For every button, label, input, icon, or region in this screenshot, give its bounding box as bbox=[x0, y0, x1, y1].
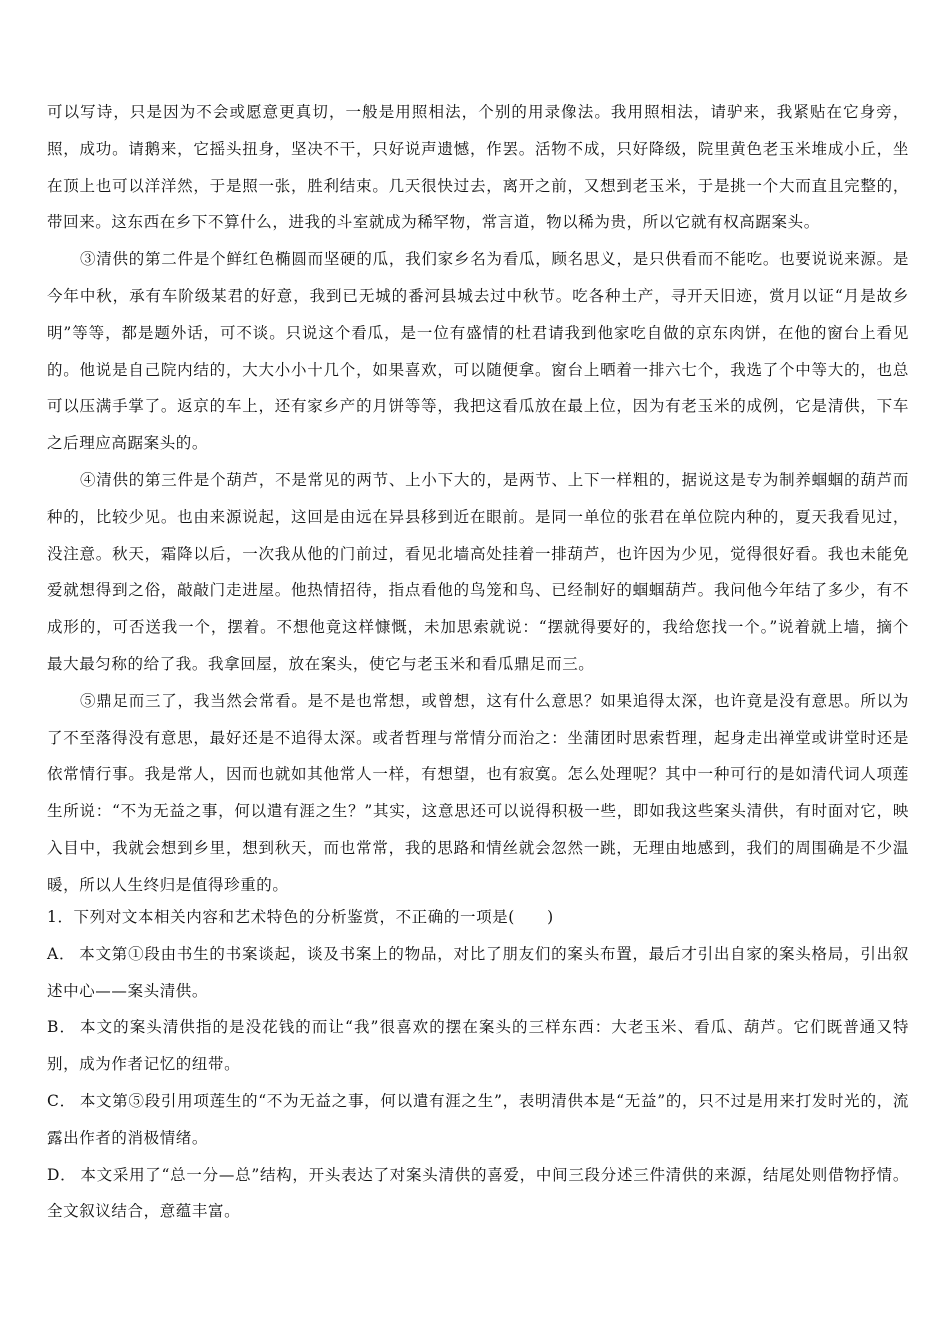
option-d[interactable] bbox=[47, 1157, 909, 1231]
option-label: B． bbox=[47, 1018, 77, 1037]
option-label: A． bbox=[47, 944, 76, 963]
option-label: C． bbox=[47, 1091, 76, 1110]
option-c[interactable] bbox=[47, 1083, 909, 1157]
question-stem: 1．下列对文本相关内容和艺术特色的分析鉴赏，不正确的一项是( ) bbox=[47, 908, 554, 926]
option-a[interactable] bbox=[47, 936, 909, 1010]
question-1 bbox=[47, 899, 909, 1230]
option-label: D． bbox=[47, 1165, 77, 1184]
option-text: 本文第⑤段引用项莲生的“不为无益之事，何以遣有涯之生”，表明清供本是“无益”的，只不过是用来打发时光的，流露出作者的消极情绪。 bbox=[47, 1091, 910, 1147]
option-b[interactable] bbox=[47, 1009, 909, 1083]
paragraph-3: ③清供的第二件是个鲜红色椭圆而坚硬的瓜，我们家乡名为看瓜，顾名思义，是只供看而不能吃。也要说说来源。是今年中秋，承有车阶级某君的好意，我到已无城的番河县城去过中秋节。吃各种土产，寻开天旧迹，赏月以证“月是故乡明”等等，都是题外话，可不谈。只说这个看瓜，是一位有盛情的杜君请我到他家吃自做的京东肉饼，在他的窗台上看见的。他说是自己院内结的，大大小小十几个，如果喜欢，可以随便拿。窗台上晒着一排六七个，我选了个中等大的，也总可以压满手掌了。返京的车上，还有家乡产的月饼等等，我把这看瓜放在最上位，因为有老玉米的成例，它是清供，下车之后理应高踞案头的。 bbox=[47, 250, 909, 453]
paragraph-5: ⑤鼎足而三了，我当然会常看。是不是也常想，或曾想，这有什么意思？如果追得太深，也许竟是没有意思。所以为了不至落得没有意思，最好还是不追得太深。或者哲理与常情分而治之：坐蒲团时思索哲理，起身走出禅堂或讲堂时还是依常情行事。我是常人，因而也就如其他常人一样，有想望，也有寂寞。怎么处理呢？其中一种可行的是如清代词人项莲生所说：“不为无益之事，何以遣有涯之生？”其实，这意思还可以说得积极一些，即如我这些案头清供，有时面对它，映入目中，我就会想到乡里，想到秋天，而也常常，我的思路和情丝就会忽然一跳，无理由地感到，我们的周围确是不少温暖，所以人生终归是值得珍重的。 bbox=[47, 691, 909, 894]
option-text: 本文的案头清供指的是没花钱的而让“我”很喜欢的摆在案头的三样东西：大老玉米、看瓜、葫芦。它们既普通又特别，成为作者记忆的纽带。 bbox=[47, 1018, 909, 1074]
option-text: 本文第①段由书生的书案谈起，谈及书案上的物品，对比了朋友们的案头布置，最后才引出自家的案头格局，引出叙述中心——案头清供。 bbox=[47, 944, 909, 1000]
paragraph-continued: 可以写诗，只是因为不会或愿意更真切，一般是用照相法，个别的用录像法。我用照相法，请驴来，我紧贴在它身旁，照，成功。请鹅来，它摇头扭身，坚决不干，只好说声遗憾，作罢。活物不成，只好降级，院里黄色老玉米堆成小丘，坐在顶上也可以洋洋然，于是照一张，胜利结束。几天很快过去，离开之前，又想到老玉米，于是挑一个大而直且完整的，带回来。这东西在乡下不算什么，进我的斗室就成为稀罕物，常言道，物以稀为贵，所以它就有权高踞案头。 bbox=[47, 103, 909, 232]
paragraph-4: ④清供的第三件是个葫芦，不是常见的两节、上小下大的，是两节、上下一样粗的，据说这是专为制养蝈蝈的葫芦而种的，比较少见。也由来源说起，这回是由远在异县移到近在眼前。是同一单位的张君在单位院内种的，夏天我看见过，没注意。秋天，霜降以后，一次我从他的门前过，看见北墙高处挂着一排葫芦，也许因为少见，觉得很好看。我也未能免爱就想得到之俗，敲敲门走进屋。他热情招待，指点看他的鸟笼和鸟、已经制好的蝈蝈葫芦。我问他今年结了多少，有不成形的，可否送我一个，摆着。不想他竟这样慷慨，未加思索就说：“摆就得要好的，我给您找一个。”说着就上墙，摘个最大最匀称的给了我。我拿回屋，放在案头，使它与老玉米和看瓜鼎足而三。 bbox=[47, 470, 909, 673]
option-text: 本文采用了“总一分—总”结构，开头表达了对案头清供的喜爱，中间三段分述三件清供的来源，结尾处则借物抒情。全文叙议结合，意蕴丰富。 bbox=[47, 1165, 909, 1221]
passage bbox=[47, 94, 909, 904]
